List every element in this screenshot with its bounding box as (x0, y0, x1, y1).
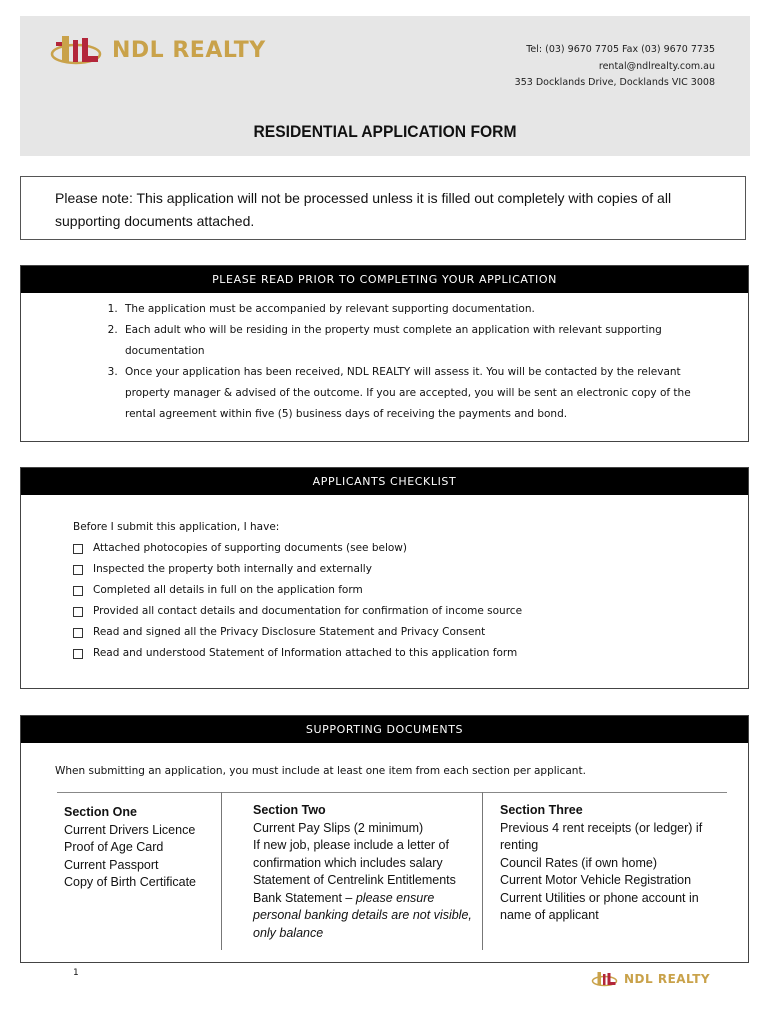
supporting-columns (21, 792, 750, 957)
list-item: Copy of Birth Certificate (64, 875, 196, 889)
contact-details (515, 42, 715, 92)
contact-address: 353 Docklands Drive, Docklands VIC 3008 (514, 77, 715, 88)
contact-email: rental@ndlrealty.com.au (598, 60, 715, 72)
checkbox[interactable] (73, 628, 83, 638)
section-two-title: Section Two (253, 803, 326, 817)
list-item: Previous 4 rent receipts (or ledger) if renting (500, 820, 703, 852)
list-item: 2. Each adult who will be residing in the property must complete an application with relevant supporting documentation (121, 320, 718, 362)
footer-logo (590, 969, 710, 989)
applicants-checklist-section (20, 467, 749, 689)
checklist-item-label: Attached photocopies of supporting documents (see below) (93, 542, 407, 554)
section-three (500, 802, 725, 925)
read-prior-list (21, 293, 748, 425)
checklist-item-label: Completed all details in full on the application form (93, 584, 363, 596)
list-item: Proof of Age Card (64, 840, 164, 854)
checkbox[interactable] (73, 586, 83, 596)
column-divider (482, 792, 483, 950)
list-item: Current Drivers Licence (64, 822, 196, 837)
ndl-logo-mark-icon (50, 30, 108, 70)
supporting-intro: When submitting an application, you must include at least one item from each section per applicant. (55, 765, 586, 777)
list-item: If new job, please include a letter of confirmation which includes salary (253, 838, 449, 870)
checkbox[interactable] (73, 565, 83, 575)
section-one-title: Section One (64, 805, 137, 819)
page-number: 1 (73, 968, 79, 978)
checkbox[interactable] (73, 607, 83, 617)
section-three-title: Section Three (500, 803, 583, 817)
list-item: Current Motor Vehicle Registration (500, 873, 692, 887)
checklist-item-label: Provided all contact details and documentation for confirmation of income source (93, 605, 523, 617)
supporting-heading: SUPPORTING DOCUMENTS (21, 716, 748, 743)
list-item: Current Passport (64, 857, 159, 872)
list-item: 1. The application must be accompanied by relevant supporting documentation. (121, 299, 718, 320)
section-one (64, 804, 214, 892)
read-prior-section (20, 265, 749, 442)
page-title: RESIDENTIAL APPLICATION FORM (253, 122, 517, 141)
checklist-item (73, 538, 748, 559)
ndl-logo-mark-icon (590, 969, 622, 989)
checklist-item-label: Read and signed all the Privacy Disclosure Statement and Privacy Consent (93, 626, 486, 638)
contact-phone-fax: Tel: (03) 9670 7705 Fax (03) 9670 7735 (526, 44, 715, 55)
checklist-item (73, 580, 748, 601)
bank-statement-note: please ensure personal banking details are not visible, only balance (253, 890, 472, 940)
checklist-item (73, 559, 748, 580)
list-item: Council Rates (if own home) (500, 855, 658, 870)
supporting-documents-section (20, 715, 749, 963)
processing-note: Please note: This application will not be processed unless it is filled out completely with copies of all supporting documents attached. (20, 176, 746, 240)
checklist (21, 538, 748, 664)
checklist-heading: APPLICANTS CHECKLIST (21, 468, 748, 495)
brand-logo (50, 30, 266, 70)
read-prior-heading: PLEASE READ PRIOR TO COMPLETING YOUR APPLICATION (21, 266, 748, 293)
brand-name: NDL REALTY (624, 972, 711, 986)
checklist-item (73, 622, 748, 643)
list-item (253, 890, 478, 943)
checklist-item (73, 643, 748, 664)
section-two (253, 802, 478, 942)
checklist-item (73, 601, 748, 622)
list-item: 3. Once your application has been received, NDL REALTY will assess it. You will be contacted by the relevant property manager & advised of the outcome. If you are accepted, you will be sent an electronic copy of the rental agreement within five (5) business days of receiving the payments and bond. (121, 362, 718, 425)
bank-statement-label: Bank Statement – (253, 890, 356, 905)
checklist-intro: Before I submit this application, I have: (73, 521, 280, 533)
checklist-item-label: Inspected the property both internally and externally (93, 563, 372, 575)
column-divider (221, 792, 222, 950)
brand-name: NDL REALTY (112, 37, 266, 63)
checkbox[interactable] (73, 544, 83, 554)
list-item: Statement of Centrelink Entitlements (253, 873, 456, 887)
list-item: Current Pay Slips (2 minimum) (253, 820, 424, 835)
checklist-item-label: Read and understood Statement of Information attached to this application form (93, 647, 518, 659)
letterhead (20, 16, 750, 156)
checkbox[interactable] (73, 649, 83, 659)
list-item: Current Utilities or phone account in name of applicant (500, 890, 699, 922)
